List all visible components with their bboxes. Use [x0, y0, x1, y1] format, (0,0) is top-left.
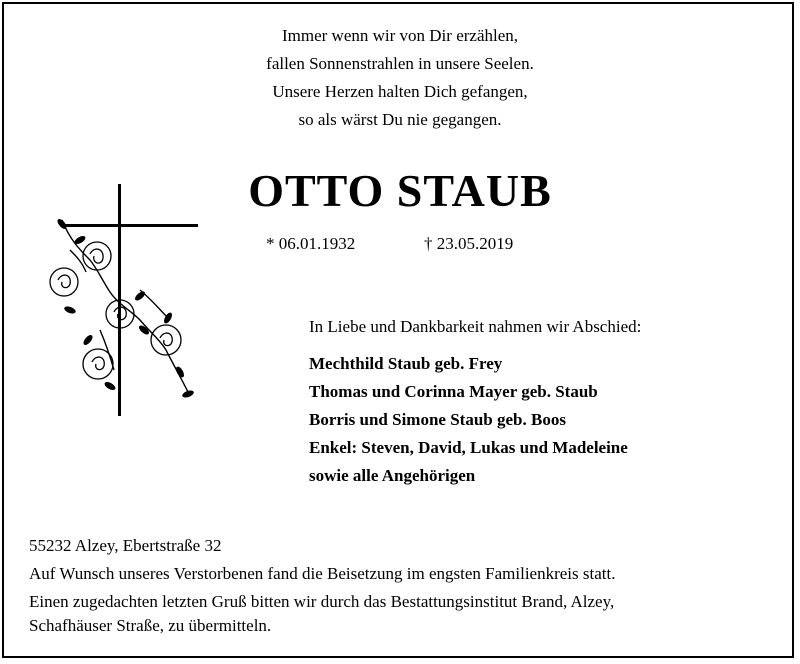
deceased-name: OTTO STAUB [248, 165, 552, 216]
death-date: † 23.05.2019 [424, 234, 514, 253]
poem-line: Unsere Herzen halten Dich gefangen, [272, 82, 528, 101]
mourners-list [309, 350, 628, 490]
mourner: Enkel: Steven, David, Lukas und Madeleine [309, 438, 628, 457]
poem-line: Immer wenn wir von Dir erzählen, [281, 26, 519, 45]
mourner: Thomas und Corinna Mayer geb. Staub [309, 382, 598, 401]
address: 55232 Alzey, Ebertstraße 32 [29, 536, 222, 555]
birth-date: * 06.01.1932 [266, 234, 356, 253]
mourner: Borris und Simone Staub geb. Boos [309, 410, 566, 429]
footer-text [29, 534, 789, 638]
burial-notice: Auf Wunsch unseres Verstorbenen fand die Beisetzung im engsten Familienkreis statt. [29, 564, 616, 583]
mourner: sowie alle Angehörigen [309, 466, 476, 485]
farewell-line: In Liebe und Dankbarkeit nahmen wir Abschied: [309, 317, 642, 336]
poem-line: fallen Sonnenstrahlen in unsere Seelen. [266, 54, 534, 73]
mourner: Mechthild Staub geb. Frey [309, 354, 503, 373]
farewell-request-line: Schafhäuser Straße, zu übermitteln. [29, 616, 272, 635]
poem [0, 22, 800, 134]
poem-line: so als wärst Du nie gegangen. [298, 110, 502, 129]
cross-with-roses-icon [40, 180, 210, 420]
farewell-request-line: Einen zugedachten letzten Gruß bitten wir durch das Bestattungsinstitut Brand, Alzey, [29, 592, 615, 611]
